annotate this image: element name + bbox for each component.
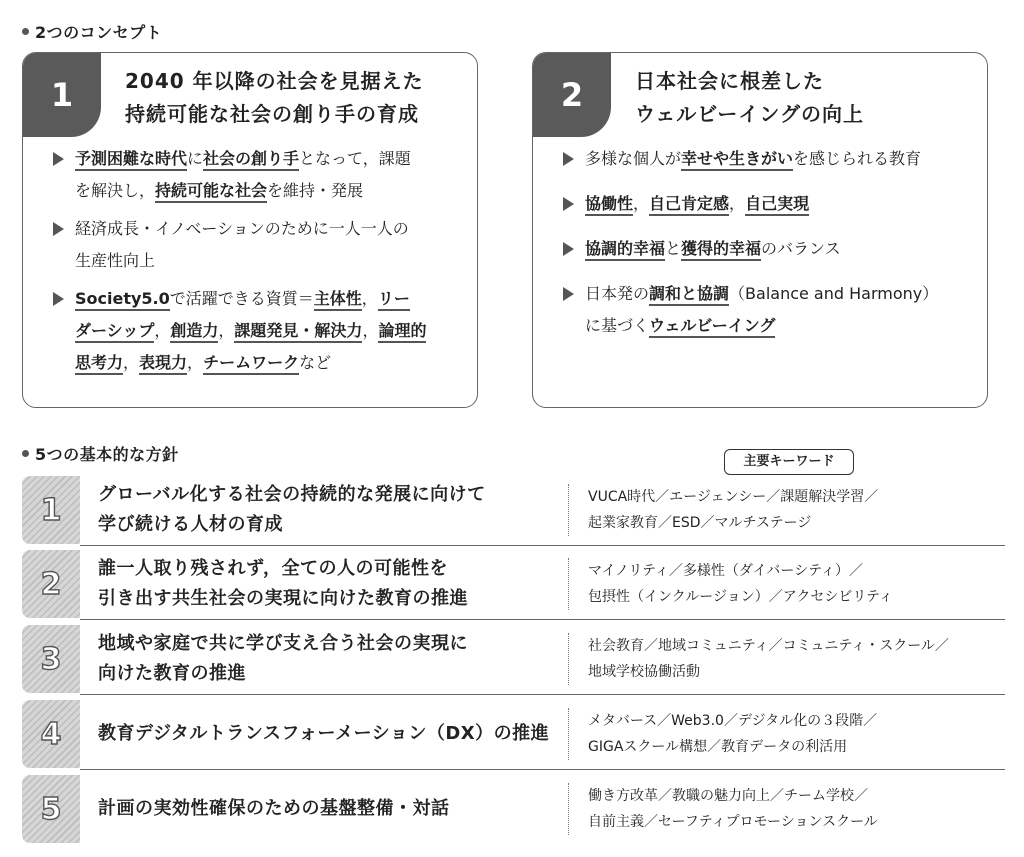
row-separator bbox=[80, 619, 1005, 620]
policy-keywords bbox=[588, 700, 1003, 768]
keywords-badge: 主要キーワード bbox=[724, 449, 854, 475]
policy-keyword-line: 働き方改革／教職の魅力向上／チーム学校／ bbox=[588, 788, 868, 804]
keyword-highlight: 持続可能な社会 bbox=[155, 181, 267, 203]
policy-keyword-line: 自前主義／セーフティプロモーションスクール bbox=[588, 814, 878, 830]
bullet-text: 経済成長・イノベーションのために一人一人の bbox=[75, 219, 409, 238]
bullet-text: 多様な個人が bbox=[585, 149, 682, 168]
policy-title bbox=[98, 476, 568, 544]
policy-number bbox=[22, 700, 80, 768]
policy-title bbox=[98, 550, 568, 618]
concept-title-line: ウェルビーイングの向上 bbox=[635, 102, 864, 126]
bullet-dot-icon bbox=[22, 28, 29, 35]
policy-number-text: 3 bbox=[40, 641, 62, 677]
bullet-text: を解決し， bbox=[75, 181, 156, 200]
policies-heading bbox=[22, 442, 179, 465]
bullet-text: ， bbox=[633, 194, 650, 213]
keyword-highlight: 論理的 bbox=[378, 321, 426, 343]
policy-title-line: 誰一人取り残されず，全ての人の可能性を bbox=[98, 558, 449, 579]
bullet-text: に bbox=[187, 149, 204, 168]
keyword-highlight: 課題発見・解決力 bbox=[234, 321, 362, 343]
policy-keywords bbox=[588, 550, 1003, 618]
concept-bullets bbox=[53, 143, 457, 385]
keyword-highlight: 創造力 bbox=[170, 321, 218, 343]
bullet-text: ， bbox=[362, 321, 379, 340]
policy-title-line: 学び続ける人材の育成 bbox=[98, 514, 283, 535]
concept-number: 1 bbox=[23, 53, 101, 137]
concept-card-1 bbox=[22, 52, 478, 408]
concept-number: 2 bbox=[533, 53, 611, 137]
row-separator bbox=[80, 545, 1005, 546]
keyword-highlight: リー bbox=[378, 289, 410, 311]
concept-bullets bbox=[563, 143, 967, 348]
dotted-divider bbox=[568, 558, 569, 610]
keyword-highlight: 思考力 bbox=[75, 353, 123, 375]
dotted-divider bbox=[568, 484, 569, 536]
bullet-item bbox=[563, 233, 967, 265]
policy-number bbox=[22, 550, 80, 618]
bullet-item bbox=[53, 143, 457, 207]
keyword-highlight: ウェルビーイング bbox=[649, 316, 775, 338]
concept-title bbox=[125, 65, 467, 131]
policy-keywords bbox=[588, 476, 1003, 544]
bullet-item bbox=[563, 188, 967, 220]
policy-number-text: 2 bbox=[40, 566, 62, 602]
keyword-highlight: 主体性 bbox=[314, 289, 362, 311]
keyword-highlight: Society5.0 bbox=[75, 289, 170, 311]
bullet-item bbox=[53, 213, 457, 277]
policy-number-text: 4 bbox=[40, 716, 62, 752]
concepts-heading-text: 2つのコンセプト bbox=[35, 23, 163, 42]
dotted-divider bbox=[568, 708, 569, 760]
bullet-item bbox=[563, 143, 967, 175]
bullet-text: ， bbox=[187, 353, 204, 372]
row-separator bbox=[80, 769, 1005, 770]
triangle-bullet-icon bbox=[563, 197, 574, 211]
policy-keywords bbox=[588, 625, 1003, 693]
keyword-highlight: 獲得的幸福 bbox=[681, 239, 761, 261]
bullet-text: ， bbox=[123, 353, 140, 372]
concept-title-line: 2040 年以降の社会を見据えた bbox=[125, 69, 424, 93]
bullet-item bbox=[53, 283, 457, 379]
policy-keywords bbox=[588, 775, 1003, 843]
triangle-bullet-icon bbox=[563, 287, 574, 301]
bullet-text: となって，課題 bbox=[299, 149, 411, 168]
policy-row-1 bbox=[22, 476, 1005, 546]
bullet-text: （Balance and Harmony） bbox=[729, 284, 939, 303]
concepts-heading bbox=[22, 20, 162, 43]
row-separator bbox=[80, 694, 1005, 695]
dotted-divider bbox=[568, 783, 569, 835]
bullet-text: ， bbox=[218, 321, 235, 340]
policy-number-text: 1 bbox=[40, 492, 62, 528]
concept-title-line: 持続可能な社会の創り手の育成 bbox=[125, 102, 419, 126]
policy-number bbox=[22, 775, 80, 843]
policies-heading-text: 5つの基本的な方針 bbox=[35, 445, 179, 464]
policy-row-5 bbox=[22, 775, 1005, 845]
policy-title bbox=[98, 775, 568, 843]
keyword-highlight: 自己肯定感 bbox=[649, 194, 729, 216]
dotted-divider bbox=[568, 633, 569, 685]
triangle-bullet-icon bbox=[53, 292, 64, 306]
keyword-highlight: 調和と協調 bbox=[649, 284, 729, 306]
bullet-text: を感じられる教育 bbox=[793, 149, 922, 168]
keyword-highlight: 予測困難な時代 bbox=[75, 149, 187, 171]
policy-number-text: 5 bbox=[40, 791, 62, 827]
concept-title bbox=[635, 65, 977, 131]
bullet-text: と bbox=[665, 239, 682, 258]
policy-title-line: 計画の実効性確保のための基盤整備・対話 bbox=[98, 798, 450, 819]
policy-number bbox=[22, 476, 80, 544]
keyword-highlight: 協働性 bbox=[585, 194, 633, 216]
policy-title-line: 引き出す共生社会の実現に向けた教育の推進 bbox=[98, 588, 468, 609]
policy-keyword-line: 地域学校協働活動 bbox=[588, 664, 700, 680]
bullet-text: 日本発の bbox=[585, 284, 650, 303]
keyword-highlight: ダーシップ bbox=[75, 321, 154, 343]
bullet-text: など bbox=[299, 353, 332, 372]
policy-title bbox=[98, 625, 568, 693]
bullet-text: ， bbox=[361, 289, 378, 308]
keyword-highlight: 自己実現 bbox=[745, 194, 809, 216]
keyword-highlight: 表現力 bbox=[139, 353, 187, 375]
policy-title-line: 向けた教育の推進 bbox=[98, 663, 246, 684]
bullet-text: を維持・発展 bbox=[267, 181, 364, 200]
keyword-highlight: 協調的幸福 bbox=[585, 239, 665, 261]
policy-title-line: 教育デジタルトランスフォーメーション（DX）の推進 bbox=[98, 723, 550, 744]
policy-keyword-line: GIGAスクール構想／教育データの利活用 bbox=[588, 739, 848, 755]
policy-keyword-line: メタバース／Web3.0／デジタル化の３段階／ bbox=[588, 713, 878, 729]
keyword-highlight: 社会の創り手 bbox=[203, 149, 299, 171]
policy-title-line: 地域や家庭で共に学び支え合う社会の実現に bbox=[98, 633, 468, 654]
policy-keyword-line: 包摂性（インクルージョン）／アクセシビリティ bbox=[588, 589, 893, 605]
policy-keyword-line: マイノリティ／多様性（ダイバーシティ）／ bbox=[588, 563, 863, 579]
bullet-text: に基づく bbox=[585, 316, 650, 335]
bullet-text: ， bbox=[154, 321, 171, 340]
bullet-text: で活躍できる資質＝ bbox=[169, 289, 314, 308]
policy-title bbox=[98, 700, 568, 768]
bullet-item bbox=[563, 278, 967, 342]
policy-keyword-line: VUCA時代／エージェンシー／課題解決学習／ bbox=[588, 489, 879, 505]
concept-title-line: 日本社会に根差した bbox=[635, 69, 824, 93]
policy-number bbox=[22, 625, 80, 693]
triangle-bullet-icon bbox=[563, 152, 574, 166]
bullet-text: のバランス bbox=[761, 239, 841, 258]
triangle-bullet-icon bbox=[563, 242, 574, 256]
policy-keyword-line: 起業家教育／ESD／マルチステージ bbox=[588, 515, 812, 531]
triangle-bullet-icon bbox=[53, 152, 64, 166]
policy-row-4 bbox=[22, 700, 1005, 770]
bullet-text: ， bbox=[729, 194, 746, 213]
policy-row-3 bbox=[22, 625, 1005, 695]
bullet-text: 生産性向上 bbox=[75, 251, 156, 270]
policy-row-2 bbox=[22, 550, 1005, 620]
policy-keyword-line: 社会教育／地域コミュニティ／コミュニティ・スクール／ bbox=[588, 638, 949, 654]
triangle-bullet-icon bbox=[53, 222, 64, 236]
bullet-dot-icon bbox=[22, 450, 29, 457]
keyword-highlight: 幸せや生きがい bbox=[681, 149, 793, 171]
keyword-highlight: チームワーク bbox=[203, 353, 299, 375]
concept-card-2 bbox=[532, 52, 988, 408]
policy-title-line: グローバル化する社会の持続的な発展に向けて bbox=[98, 484, 486, 505]
